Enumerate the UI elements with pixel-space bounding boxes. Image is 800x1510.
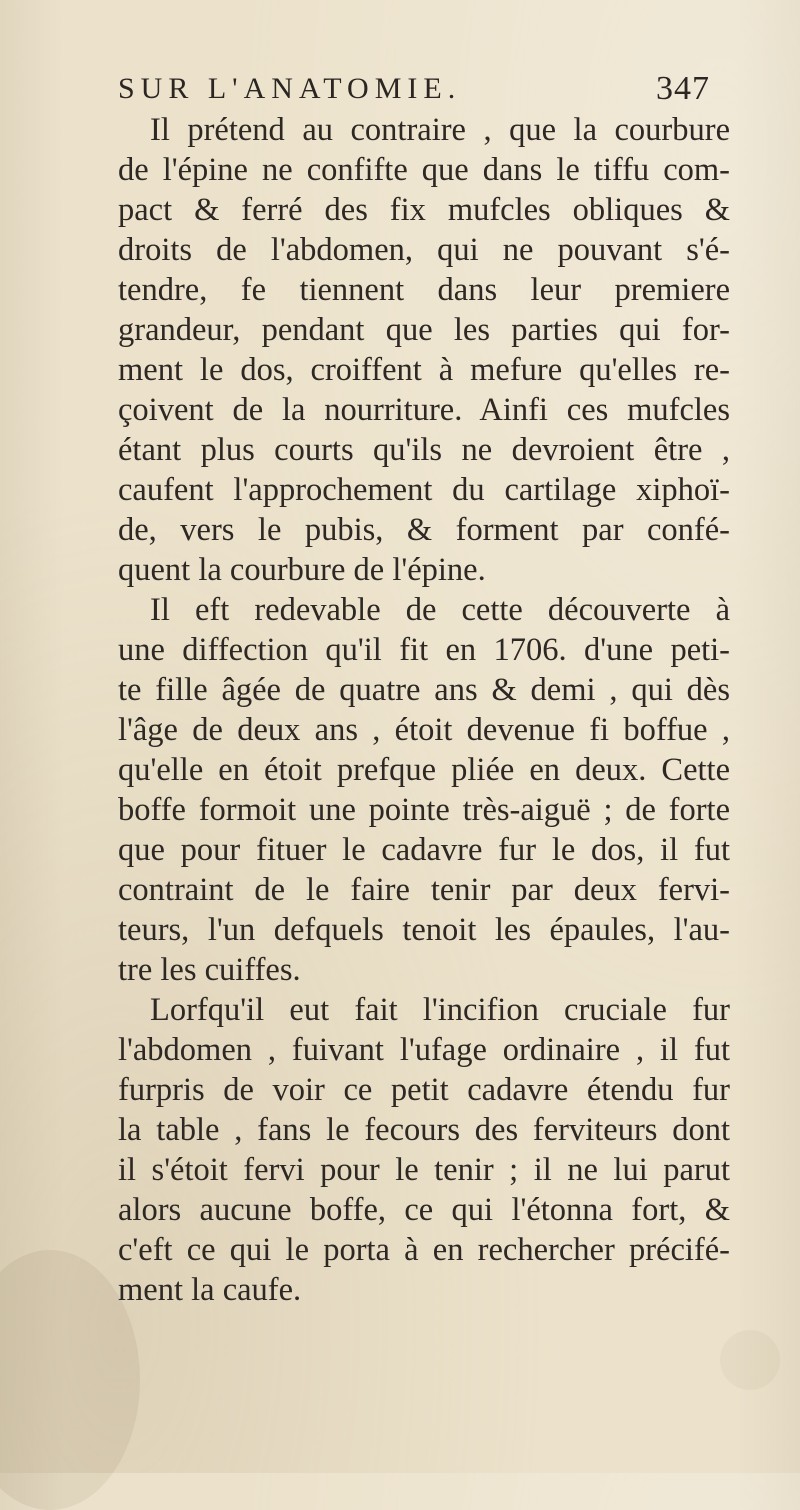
text-line: il s'étoit fervi pour le tenir ; il ne lui parut bbox=[118, 1152, 730, 1188]
text-line: c'eft ce qui le porta à en rechercher précifé- bbox=[118, 1232, 730, 1268]
text-line: une diffection qu'il fit en 1706. d'une peti- bbox=[118, 632, 730, 668]
text-line: ment la caufe. bbox=[118, 1272, 302, 1308]
text-line: étant plus courts qu'ils ne devroient être , bbox=[118, 432, 730, 468]
text-line: te fille âgée de quatre ans & demi , qui dès bbox=[118, 672, 730, 708]
text-line: çoivent de la nourriture. Ainfi ces mufcles bbox=[118, 392, 730, 428]
text-line: l'âge de deux ans , étoit devenue fi boffue , bbox=[118, 712, 730, 748]
text-line: contraint de le faire tenir par deux fervi- bbox=[118, 872, 730, 908]
text-line: alors aucune boffe, ce qui l'étonna fort, & bbox=[118, 1192, 730, 1228]
text-line: de, vers le pubis, & forment par confé- bbox=[118, 512, 730, 548]
text-line: que pour fituer le cadavre fur le dos, il fut bbox=[118, 832, 730, 868]
text-line: boffe formoit une pointe très-aiguë ; de forte bbox=[118, 792, 730, 828]
text-line: teurs, l'un defquels tenoit les épaules, l'au- bbox=[118, 912, 730, 948]
text-line: qu'elle en étoit prefque pliée en deux. Cette bbox=[118, 752, 730, 788]
text-line: de l'épine ne confifte que dans le tiffu com- bbox=[118, 152, 730, 188]
text-line: pact & ferré des fix mufcles obliques & bbox=[118, 192, 730, 228]
text-line: Il eft redevable de cette découverte à bbox=[150, 592, 730, 628]
text-line: Il prétend au contraire , que la courbure bbox=[150, 112, 730, 148]
text-line: quent la courbure de l'épine. bbox=[118, 552, 486, 588]
text-line: caufent l'approchement du cartilage xiphoï- bbox=[118, 472, 730, 508]
text-line: Lorfqu'il eut fait l'incifion cruciale fur bbox=[150, 992, 730, 1028]
running-title: SUR L'ANATOMIE. bbox=[118, 72, 462, 105]
text-line: l'abdomen , fuivant l'ufage ordinaire , il fut bbox=[118, 1032, 730, 1068]
paper-stain bbox=[720, 1330, 780, 1390]
text-line: grandeur, pendant que les parties qui for- bbox=[118, 312, 730, 348]
text-line: tendre, fe tiennent dans leur premiere bbox=[118, 272, 730, 308]
text-line: droits de l'abdomen, qui ne pouvant s'é- bbox=[118, 232, 730, 268]
text-line: la table , fans le fecours des ferviteurs dont bbox=[118, 1112, 730, 1148]
text-line: furpris de voir ce petit cadavre étendu fur bbox=[118, 1072, 730, 1108]
page-number: 347 bbox=[656, 70, 710, 107]
text-line: tre les cuiffes. bbox=[118, 952, 301, 988]
text-line: ment le dos, croiffent à mefure qu'elles re- bbox=[118, 352, 730, 388]
